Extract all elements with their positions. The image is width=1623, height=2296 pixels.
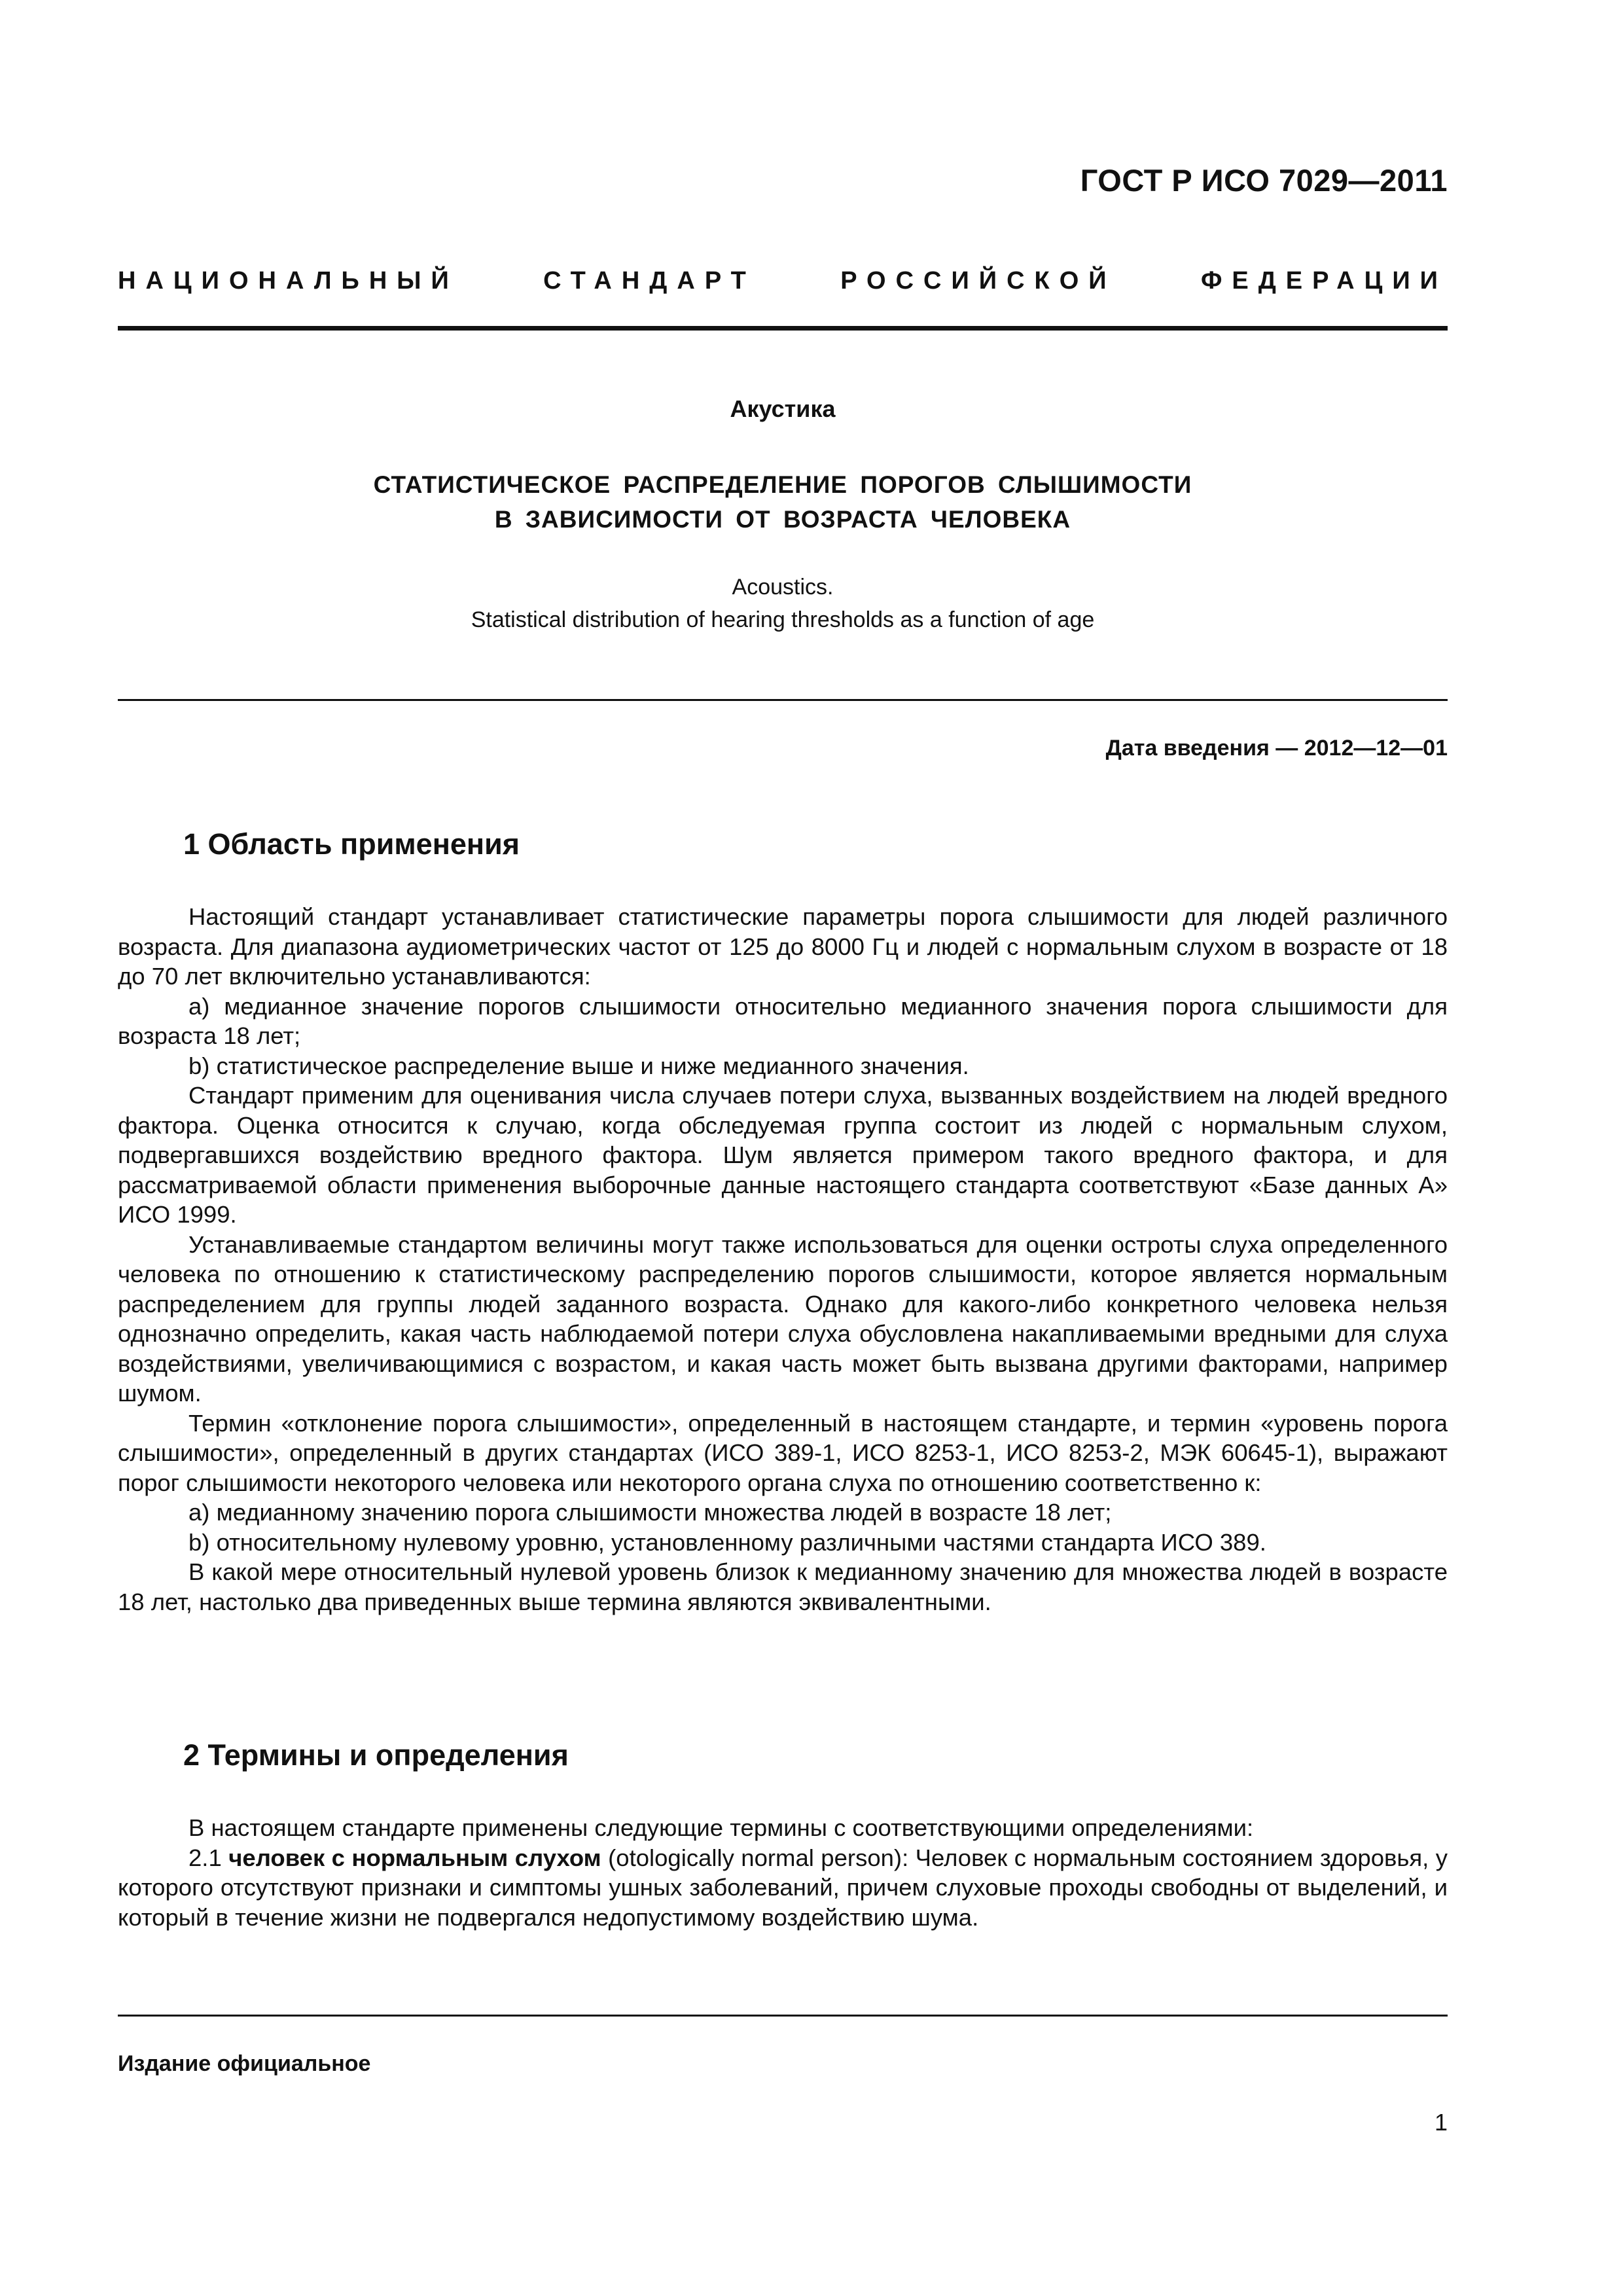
document-title — [118, 467, 1448, 537]
section-heading-scope: 1 Область применения — [183, 827, 520, 861]
section-heading-terms: 2 Термины и определения — [183, 1738, 569, 1772]
national-standard-banner — [118, 267, 1448, 295]
page-number: 1 — [1434, 2109, 1448, 2136]
title-line: В ЗАВИСИМОСТИ ОТ ВОЗРАСТА ЧЕЛОВЕКА — [494, 506, 1071, 533]
introduction-date: Дата введения — 2012—12—01 — [1105, 736, 1448, 761]
english-title-line: Statistical distribution of hearing thresholds as a function of age — [471, 607, 1095, 632]
list-item: b) статистическое распределение выше и ниже медианного значения. — [188, 1052, 969, 1079]
banner-word: СТАНДАРТ — [543, 267, 756, 295]
banner-word: ФЕДЕРАЦИИ — [1200, 267, 1448, 295]
banner-word: РОССИЙСКОЙ — [840, 267, 1116, 295]
list-item: a) медианное значение порогов слышимости относительно медианного значения порога слышимости для возраста 18 лет; — [118, 992, 1448, 1049]
list-item: a) медианному значению порога слышимости множества людей в возрасте 18 лет; — [188, 1499, 1112, 1526]
english-title — [118, 571, 1448, 636]
document-page — [118, 0, 1448, 2296]
title-divider — [118, 699, 1448, 701]
paragraph: Стандарт применим для оценивания числа случаев потери слуха, вызванных воздействием на людей вредного фактора. Оценка относится к случаю, когда обследуемая группа состоит из людей с нормальным слухом, подвергавшихся воздействию вредного фактора. Шум является примером такого вредного фактора, и для рассматриваемой области применения выборочные данные настоящего стандарта соответствуют «Базе данных А» ИСО 1999. — [118, 1082, 1448, 1228]
paragraph: Устанавливаемые стандартом величины могут также использоваться для оценки остроты слуха определенного человека по отношению к статистическому распределению порогов слышимости, которое является нормальным распределением для группы людей заданного возраста. Однако для какого-либо конкретного человека нельзя однозначно определить, какая часть наблюдаемой потери слуха обусловлена накапливаемыми вредными для слуха воздействиями, увеличивающимися с возрастом, и какая часть может быть вызвана другими факторами, например шумом. — [118, 1230, 1448, 1407]
term-number: 2.1 — [188, 1844, 229, 1871]
term-definition — [118, 1843, 1448, 1933]
paragraph: Термин «отклонение порога слышимости», определенный в настоящем стандарте, и термин «уровень порога слышимости», определенный в других стандартах (ИСО 389-1, ИСО 8253-1, ИСО 8253-2, МЭК 60645-1), выражают порог слышимости некоторого человека или некоторого органа слуха по отношению соответственно к: — [118, 1409, 1448, 1496]
banner-word: НАЦИОНАЛЬНЫЙ — [118, 267, 459, 295]
paragraph: В какой мере относительный нулевой уровень близок к медианному значению для множества людей в возрасте 18 лет, настолько два приведенных выше термина являются эквивалентными. — [118, 1558, 1448, 1615]
paragraph: В настоящем стандарте применены следующие термины с соответствующими определениями: — [188, 1814, 1254, 1841]
subject-title: Акустика — [730, 395, 836, 422]
english-title-line: Acoustics. — [732, 575, 834, 600]
header-divider — [118, 326, 1448, 331]
title-line: СТАТИСТИЧЕСКОЕ РАСПРЕДЕЛЕНИЕ ПОРОГОВ СЛЫШИМОСТИ — [373, 471, 1192, 498]
official-edition-label: Издание официальное — [118, 2051, 371, 2076]
section-body-scope — [118, 902, 1448, 1617]
term-name: человек с нормальным слухом — [228, 1844, 601, 1871]
paragraph: Настоящий стандарт устанавливает статистические параметры порога слышимости для людей различного возраста. Для диапазона аудиометрических частот от 125 до 8000 Гц и людей с нормальным слухом в возрасте от 18 до 70 лет включительно устанавливаются: — [118, 903, 1448, 990]
list-item: b) относительному нулевому уровню, установленному различными частями стандарта ИСО 389. — [188, 1528, 1266, 1556]
term-text: (otologically normal person): Человек с нормальным состоянием здоровья, у которого отсутствуют признаки и симптомы ушных заболеваний, причем слуховые проходы свободны от выделений, и который в течение жизни не подвергался недопустимому воздействию шума. — [118, 1844, 1448, 1931]
section-body-terms — [118, 1813, 1448, 1932]
document-code: ГОСТ Р ИСО 7029—2011 — [1080, 163, 1448, 198]
footer-divider — [118, 2015, 1448, 2017]
